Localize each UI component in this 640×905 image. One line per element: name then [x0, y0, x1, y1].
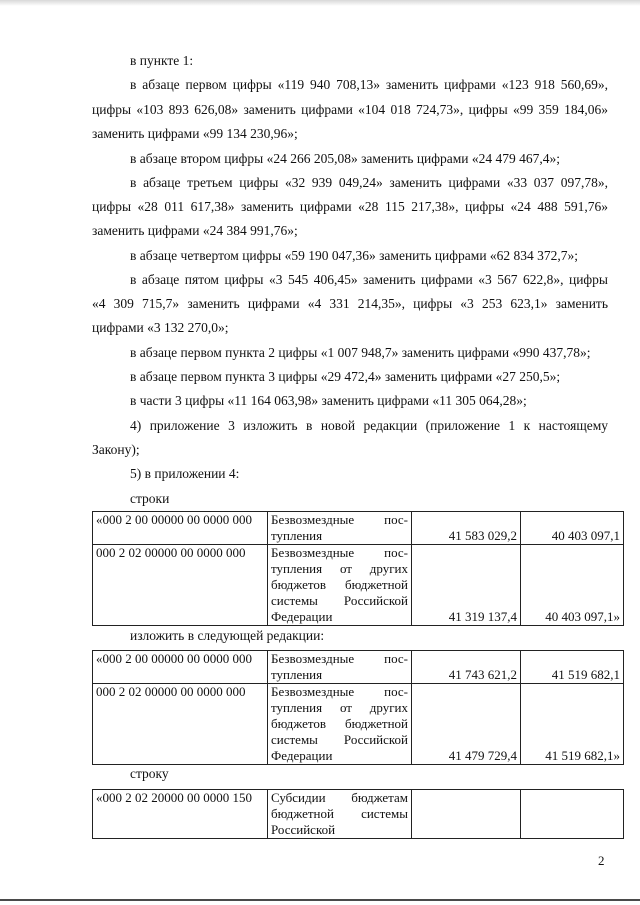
paragraph-third-abzac-line1: в абзаце третьем цифры «32 939 049,24» заменить цифрами «33 037 097,78»,: [130, 175, 608, 190]
cell-value-2: 41 519 682,1»: [521, 684, 624, 765]
cell-value-2: 40 403 097,1: [521, 512, 624, 545]
cell-name-line: системы Российской: [271, 732, 408, 747]
paragraph-second-abzac: в абзаце втором цифры «24 266 205,08» заменить цифрами «24 479 467,4»;: [130, 151, 561, 166]
paragraph-first-abzac-line2: цифры «103 893 626,08» заменить цифрами «104 018 724,73», цифры «99 359 184,06»: [92, 102, 608, 117]
paragraph-item-5: 5) в приложении 4:: [130, 466, 240, 481]
label-rows: строки: [130, 491, 170, 506]
cell-name: [268, 545, 412, 626]
cell-name-line: тупления от других: [271, 700, 408, 715]
paragraph-third-abzac-line2: цифры «28 011 617,38» заменить цифрами «28 115 217,38», цифры «24 488 591,76»: [92, 199, 608, 214]
paragraph-first-abzac-line3: заменить цифрами «99 134 230,96»;: [92, 126, 298, 141]
cell-code: «000 2 02 20000 00 0000 150: [93, 790, 268, 839]
cell-value-2: 40 403 097,1»: [521, 545, 624, 626]
cell-value-1: 41 583 029,2: [412, 512, 521, 545]
paragraph-fifth-abzac-line3: цифрами «3 132 270,0»;: [92, 320, 229, 335]
cell-code: 000 2 02 00000 00 0000 000: [93, 545, 268, 626]
cell-name-line: Безвозмездные пос-: [271, 684, 408, 699]
cell-name-line: тупления: [271, 528, 323, 543]
cell-name: [268, 790, 412, 839]
paragraph-point-3: в абзаце первом пункта 3 цифры «29 472,4» заменить цифрами «27 250,5»;: [130, 369, 561, 384]
label-new-edition: изложить в следующей редакции:: [130, 628, 325, 643]
cell-name-line: бюджетов бюджетной: [271, 716, 408, 731]
table-row: [93, 790, 624, 839]
paragraph-third-abzac-line3: заменить цифрами «24 384 991,76»;: [92, 223, 298, 238]
table-original-rows: [92, 511, 624, 626]
cell-name-line: бюджетов бюджетной: [271, 577, 408, 592]
cell-name-line: Федерации: [271, 609, 333, 624]
paragraph-point-1: в пункте 1:: [130, 53, 194, 68]
cell-name-line: Субсидии бюджетам: [271, 790, 408, 805]
cell-value-1: 41 479 729,4: [412, 684, 521, 765]
cell-name-line: тупления от других: [271, 561, 408, 576]
table-row: [93, 651, 624, 684]
paragraph-first-abzac-line1: в абзаце первом цифры «119 940 708,13» заменить цифрами «123 918 560,69»,: [130, 77, 608, 92]
paragraph-fifth-abzac-line1: в абзаце пятом цифры «3 545 406,45» заменить цифрами «3 567 622,8», цифры: [130, 272, 608, 287]
table-row: [93, 545, 624, 626]
cell-name: [268, 512, 412, 545]
cell-name-line: тупления: [271, 667, 323, 682]
table-new-rows: [92, 650, 624, 765]
cell-value-1: 41 319 137,4: [412, 545, 521, 626]
cell-name-line: Безвозмездные пос-: [271, 651, 408, 666]
page-number: 2: [598, 853, 605, 868]
cell-name: [268, 684, 412, 765]
cell-name-line: Российской: [271, 822, 336, 837]
paragraph-item-4-line2: Закону);: [92, 442, 140, 457]
cell-name-line: Безвозмездные пос-: [271, 512, 408, 527]
label-row: строку: [130, 766, 169, 781]
scan-edge-top: [0, 0, 640, 6]
paragraph-part-3: в части 3 цифры «11 164 063,98» заменить цифрами «11 305 064,28»;: [130, 393, 527, 408]
cell-code: «000 2 00 00000 00 0000 000: [93, 651, 268, 684]
cell-name-line: бюджетной системы: [271, 806, 408, 821]
table-subsidies-row: [92, 789, 624, 839]
paragraph-fourth-abzac: в абзаце четвертом цифры «59 190 047,36» заменить цифрами «62 834 372,7»;: [130, 248, 579, 263]
table-row: [93, 512, 624, 545]
scan-edge-bottom: [0, 899, 640, 901]
table-row: [93, 684, 624, 765]
cell-name-line: системы Российской: [271, 593, 408, 608]
cell-value-1: [412, 790, 521, 839]
cell-name: [268, 651, 412, 684]
paragraph-point-2: в абзаце первом пункта 2 цифры «1 007 948,7» заменить цифрами «990 437,78»;: [130, 345, 591, 360]
cell-code: 000 2 02 00000 00 0000 000: [93, 684, 268, 765]
cell-value-1: 41 743 621,2: [412, 651, 521, 684]
paragraph-item-4-line1: 4) приложение 3 изложить в новой редакции (приложение 1 к настоящему: [130, 418, 608, 433]
paragraph-fifth-abzac-line2: «4 309 715,7» заменить цифрами «4 331 214,35», цифры «3 253 623,1» заменить: [92, 296, 608, 311]
cell-name-line: Безвозмездные пос-: [271, 545, 408, 560]
cell-value-2: 41 519 682,1: [521, 651, 624, 684]
cell-value-2: [521, 790, 624, 839]
cell-code: «000 2 00 00000 00 0000 000: [93, 512, 268, 545]
cell-name-line: Федерации: [271, 748, 333, 763]
